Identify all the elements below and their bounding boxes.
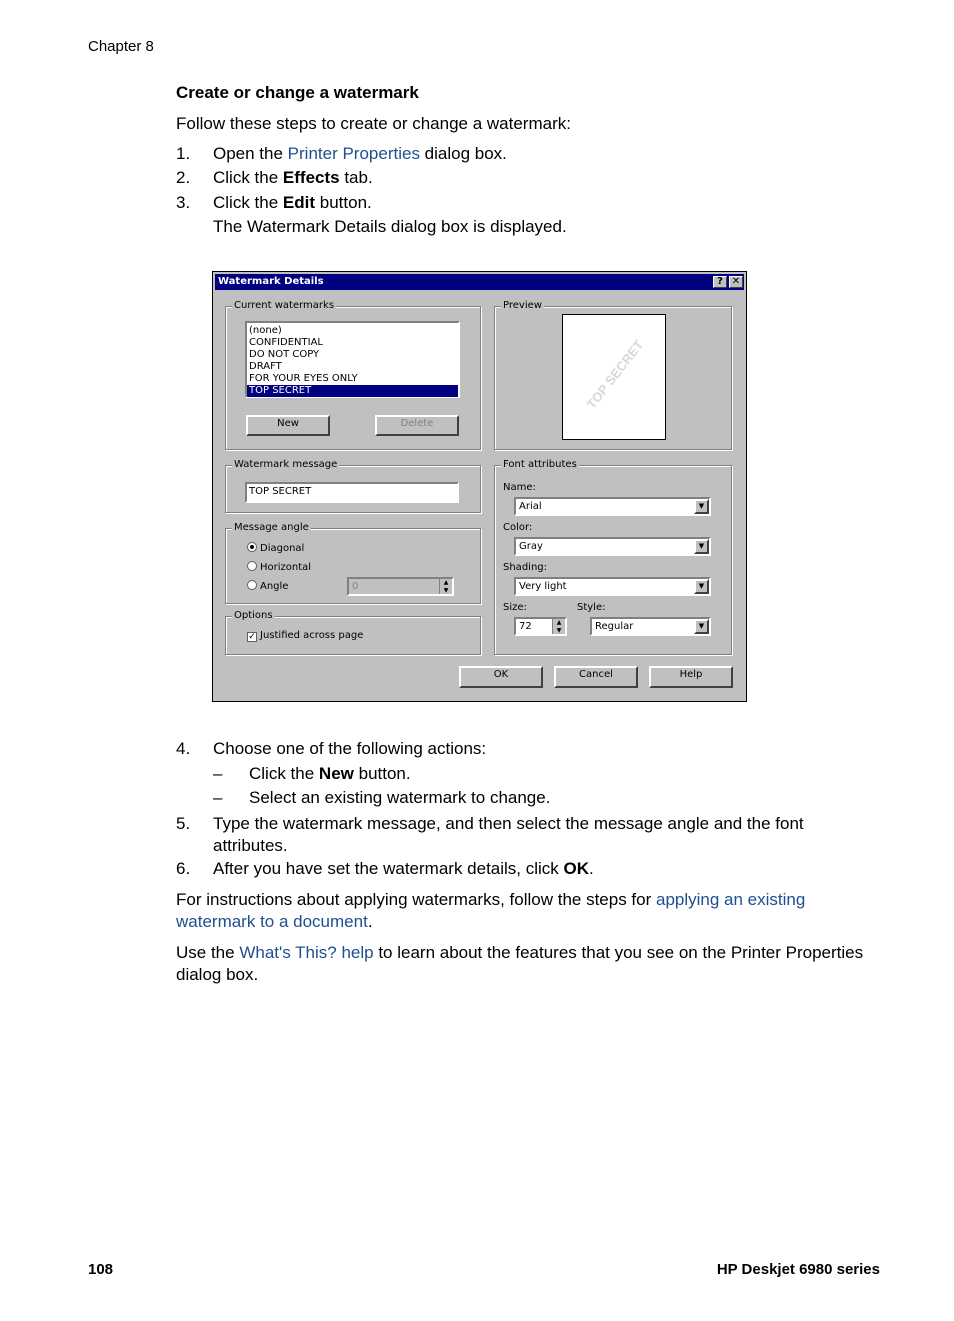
dropdown-arrow-icon[interactable]: ▼: [694, 539, 709, 554]
step-6-number: 6.: [176, 859, 191, 878]
font-color-combo[interactable]: [514, 537, 711, 556]
step-3-text: [213, 192, 863, 214]
help-question-icon[interactable]: ?: [713, 276, 727, 288]
step-3-line2: The Watermark Details dialog box is displayed.: [213, 217, 567, 236]
step-1-text: [213, 143, 863, 165]
font-name-value: Arial: [519, 501, 542, 512]
list-item[interactable]: CONFIDENTIAL: [249, 337, 324, 348]
step-4a-post: button.: [353, 764, 411, 783]
spinner-arrows-icon[interactable]: ▲ ▼: [439, 579, 452, 594]
para1-post: .: [367, 912, 373, 931]
step-2-pre: Click the: [213, 168, 283, 187]
watermark-message-label: Watermark message: [234, 459, 338, 470]
whats-this-help-link[interactable]: What's This? help: [239, 943, 374, 962]
font-shading-combo[interactable]: [514, 577, 711, 596]
step-4-text: Choose one of the following actions:: [213, 739, 487, 758]
font-name-label: Name:: [503, 482, 536, 493]
preview-label: Preview: [503, 300, 542, 311]
font-color-label: Color:: [503, 522, 533, 533]
font-size-value: 72: [519, 621, 532, 632]
options-label: Options: [234, 610, 273, 621]
font-color-value: Gray: [519, 541, 543, 552]
page-number: 108: [88, 1261, 114, 1278]
para1-pre: For instructions about applying watermarks, follow the steps for: [176, 890, 656, 909]
angle-value: 0: [352, 581, 359, 592]
step-2-text: [213, 167, 863, 189]
dropdown-arrow-icon[interactable]: ▼: [694, 499, 709, 514]
preview-watermark-text: TOP SECRET: [583, 337, 647, 412]
step-5-text: Type the watermark message, and then select the message angle and the font attributes.: [213, 814, 804, 855]
watermarks-list[interactable]: [245, 321, 460, 398]
chapter-header: Chapter 8: [88, 38, 154, 55]
step-4a-dash: –: [213, 764, 223, 783]
diagonal-label: Diagonal: [260, 543, 305, 554]
radio-icon: [247, 580, 257, 590]
checkmark-icon: ✓: [248, 632, 256, 642]
ok-button[interactable]: OK: [459, 666, 543, 688]
watermark-details-dialog: [212, 271, 747, 702]
list-item[interactable]: DRAFT: [249, 361, 282, 372]
new-button[interactable]: New: [246, 415, 330, 436]
step-1-pre: Open the: [213, 144, 288, 163]
radio-selected-icon: [247, 542, 257, 552]
angle-radio[interactable]: [247, 580, 288, 593]
cancel-button[interactable]: Cancel: [554, 666, 638, 688]
font-attributes-label: Font attributes: [503, 459, 577, 470]
section-title: Create or change a watermark: [176, 83, 419, 102]
para2-pre: Use the: [176, 943, 240, 962]
step-4-number: 4.: [176, 739, 191, 758]
step-4a-pre: Click the: [249, 764, 319, 783]
paragraph-whats-this: [176, 942, 866, 986]
radio-icon: [247, 561, 257, 571]
watermark-message-input[interactable]: TOP SECRET: [245, 482, 459, 503]
font-style-value: Regular: [595, 621, 634, 632]
step-6-post: .: [589, 859, 594, 878]
help-button[interactable]: Help: [649, 666, 733, 688]
step-4a-bold: New: [318, 764, 354, 783]
list-item[interactable]: (none): [249, 325, 282, 336]
justified-checkbox[interactable]: [247, 630, 363, 642]
font-shading-label: Shading:: [503, 562, 547, 573]
step-1-post: dialog box.: [419, 144, 507, 163]
current-watermarks-label: Current watermarks: [234, 300, 335, 311]
product-name: HP Deskjet 6980 series: [716, 1261, 880, 1278]
step-3-post: button.: [315, 193, 372, 212]
delete-button[interactable]: Delete: [375, 415, 459, 436]
step-3-pre: Click the: [213, 193, 283, 212]
font-style-combo[interactable]: [590, 617, 711, 636]
step-4b-dash: –: [213, 788, 223, 807]
angle-label: Angle: [260, 581, 289, 592]
font-style-label: Style:: [577, 602, 606, 613]
font-name-combo[interactable]: [514, 497, 711, 516]
step-5-number: 5.: [176, 814, 191, 833]
dialog-title: Watermark Details: [218, 276, 324, 287]
paragraph-watermarks: [176, 889, 866, 933]
close-icon[interactable]: ✕: [729, 276, 743, 288]
list-item-selected[interactable]: TOP SECRET: [247, 385, 458, 397]
step-6-bold: OK: [563, 859, 590, 878]
step-1-number: 1.: [176, 144, 191, 163]
step-2-post: tab.: [339, 168, 373, 187]
horizontal-radio[interactable]: [247, 561, 311, 574]
spinner-arrows-icon[interactable]: ▲ ▼: [552, 619, 565, 634]
step-6-pre: After you have set the watermark details, click: [213, 859, 564, 878]
step-4b-text: Select an existing watermark to change.: [249, 788, 551, 807]
horizontal-label: Horizontal: [260, 562, 312, 573]
list-item[interactable]: DO NOT COPY: [249, 349, 320, 360]
preview-page: [562, 314, 666, 440]
step-4a-text: [249, 764, 411, 784]
message-angle-label: Message angle: [234, 522, 309, 533]
step-2-bold: Effects: [282, 168, 340, 187]
dropdown-arrow-icon[interactable]: ▼: [694, 579, 709, 594]
step-2-number: 2.: [176, 168, 191, 187]
justified-label: Justified across page: [260, 630, 364, 641]
printer-properties-link[interactable]: Printer Properties: [287, 144, 420, 163]
step-6-text: [213, 858, 863, 880]
intro-text: Follow these steps to create or change a watermark:: [176, 114, 571, 133]
step-3-number: 3.: [176, 193, 191, 212]
diagonal-radio[interactable]: [247, 542, 304, 555]
step-3-bold: Edit: [282, 193, 316, 212]
font-shading-value: Very light: [519, 581, 567, 592]
list-item[interactable]: FOR YOUR EYES ONLY: [249, 373, 358, 384]
angle-spinner[interactable]: [347, 577, 454, 596]
dialog-titlebar: [215, 274, 744, 290]
font-size-label: Size:: [503, 602, 527, 613]
font-size-spinner[interactable]: [514, 617, 567, 636]
para2-post: to learn about the features that you see on the Printer Properties dialog box.: [176, 943, 864, 984]
dropdown-arrow-icon[interactable]: ▼: [694, 619, 709, 634]
applying-watermark-link[interactable]: applying an existing watermark to a document: [176, 890, 806, 931]
